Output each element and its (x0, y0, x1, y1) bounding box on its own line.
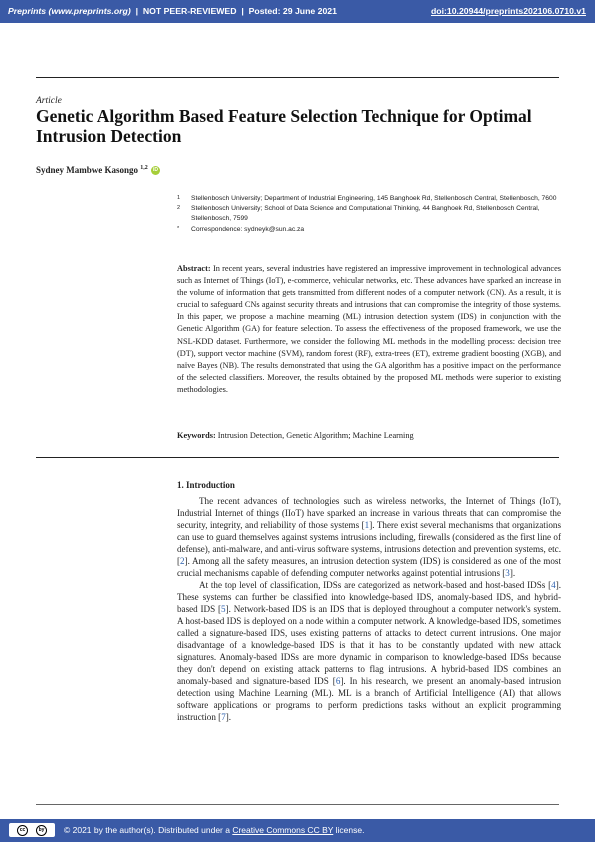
section-divider (36, 457, 559, 458)
creative-commons-icon: cc (17, 825, 28, 836)
preprints-brand-link[interactable]: Preprints (www.preprints.org) (8, 6, 131, 16)
paragraph-text: ]. These systems can further be classified into knowledge-based IDS, anomaly-based IDS, and hybrid-based IDS [ (177, 579, 561, 614)
author-affiliation-marks: 1,2 (140, 165, 148, 171)
header-separator: | (135, 6, 139, 16)
header-separator: | (241, 6, 244, 16)
affiliation-number: * (177, 225, 180, 232)
affiliation-text: Stellenbosch University; Department of Industrial Engineering, 145 Banghoek Rd, Stellenbosch Central, Stellenbosch, 7600 (191, 195, 557, 202)
abstract-label: Abstract: (177, 264, 211, 273)
paragraph-text: ]. (509, 567, 516, 578)
paragraph-text: ]. In his research, we present an anomaly-based intrusion detection using Machine Learning (ML). ML is a branch of Artificial Intelligence (AI) that allows software applications or programs to perform predictions tasks without an explicit programming instruction [ (177, 675, 561, 722)
correspondence-item (177, 225, 562, 235)
footer-divider (36, 804, 559, 805)
affiliation-item (177, 204, 562, 224)
paragraph (177, 496, 561, 580)
citation-link[interactable]: 4 (551, 579, 556, 590)
paragraph-text: ]. Among all the safety measures, an intrusion detection system (IDS) is considered as one of the most crucial mechanisms capable of defending computer networks against potential intrusions [ (177, 555, 561, 578)
section-heading-introduction: 1. Introduction (177, 480, 235, 490)
paragraph-text: ]. Network-based IDS is an IDS that is deployed throughout a computer network's system. A host-based IDS is deployed on a node within a computer network. A knowledge-based IDS, sometimes called a signature-based IDS, uses existing patterns of attacks to detect current intrusions. One major disadvantage of a knowledge-based IDS is that it has to be constantly updated with new attack signatures. Anomaly-based IDSs are more dynamic in comparison to knowledge-based IDSs because they don't depend on existing attack patterns to flag intrusions. A hybrid-based IDS combines an anomaly-based and signature-based IDS [ (177, 603, 561, 686)
license-prefix: © 2021 by the author(s). Distributed under a (64, 825, 233, 835)
license-text (64, 825, 364, 835)
license-suffix: license. (333, 825, 365, 835)
paragraph-text: The recent advances of technologies such as wireless networks, the Internet of Things (IoT), Industrial Internet of things (IIoT) have sparked an increase in various threats that can compromise the security, integrity, and reliability of those systems [ (177, 496, 561, 530)
affiliation-item (177, 194, 562, 204)
keywords-label: Keywords: (177, 431, 216, 440)
license-footer-banner (0, 819, 595, 842)
citation-link[interactable]: 3 (505, 567, 510, 578)
keywords-text: Intrusion Detection, Genetic Algorithm; Machine Learning (217, 431, 414, 440)
author-name: Sydney Mambwe Kasongo (36, 165, 139, 175)
paragraph-text: ]. (225, 711, 232, 722)
cc-by-license-link[interactable]: Creative Commons CC BY (232, 825, 334, 835)
paragraph-text: ]. There exist several mechanisms that organizations can use to guard themselves against systems intrusions including, firewalls (considered as the first line of defense), anti-malware, and anti-virus software systems, intrusions detection and prevention systems, etc. [ (177, 519, 561, 566)
citation-link[interactable]: 5 (221, 603, 226, 614)
paragraph (177, 580, 561, 724)
article-type-label: Article (36, 96, 62, 106)
affiliation-text: Stellenbosch University; School of Data Science and Computational Thinking, 44 Banghoek Rd, Stellenbosch Central, Stellenbosch, 7599 (191, 205, 540, 223)
affiliation-number: 1 (177, 195, 181, 201)
citation-link[interactable]: 7 (221, 711, 226, 722)
attribution-icon: by (36, 825, 47, 836)
citation-link[interactable]: 1 (364, 519, 370, 530)
paragraph-text: At the top level of classification, IDSs are categorized as network-based and host-based IDSs [ (199, 579, 552, 590)
preprint-header-banner (0, 0, 595, 23)
top-divider (36, 77, 559, 78)
correspondence-text: Correspondence: sydneyk@sun.ac.za (191, 225, 305, 233)
header-left (8, 6, 337, 16)
author-line (36, 165, 160, 175)
article-title: Genetic Algorithm Based Feature Selection Technique for Optimal Intrusion Detection (36, 106, 532, 146)
citation-link[interactable]: 2 (180, 555, 185, 566)
abstract-text: In recent years, several industries have registered an impressive improvement in technological advances such as Internet of Things (IoT), e-commerce, vehicular networks, etc. These advances have sparked an increase in the volume of information that gets transmitted from different nodes of a computer network (CN). As a result, it is crucial to safeguard CNs against security threats and intrusions that can compromise the integrity of those systems. In this paper, we propose a machine mearning (ML) intrusion detection system (IDS) in conjunction with the Genetic Algorithm (GA) for feature selection. To assess the effectiveness of the proposed framework, we use the NSL-KDD dataset. Furthermore, we consider the following ML methods in the modelling process: decision tree (DT), support vector machine (SVM), random forest (RF), extra-trees (ET), extreme gradient boosting (XGB), and naïve Bayes (NB). The results demonstrated that using the GA algorithm has a positive impact on the performance of the selected classifiers. Moreover, the results obtained by the proposed ML methods were superior to existing methodologies. (177, 264, 562, 394)
citation-link[interactable]: 6 (335, 675, 341, 686)
doi-link[interactable]: doi:10.20944/preprints202106.0710.v1 (430, 6, 586, 16)
cc-by-badge[interactable] (9, 823, 55, 837)
affiliations-list (177, 194, 562, 235)
orcid-icon[interactable]: iD (153, 167, 159, 174)
introduction-body (177, 496, 561, 724)
abstract (177, 263, 561, 396)
keywords (177, 431, 561, 440)
posted-date: Posted: 29 June 2021 (248, 6, 337, 16)
peer-review-status: NOT PEER-REVIEWED (142, 6, 237, 16)
affiliation-number: 2 (177, 205, 181, 212)
